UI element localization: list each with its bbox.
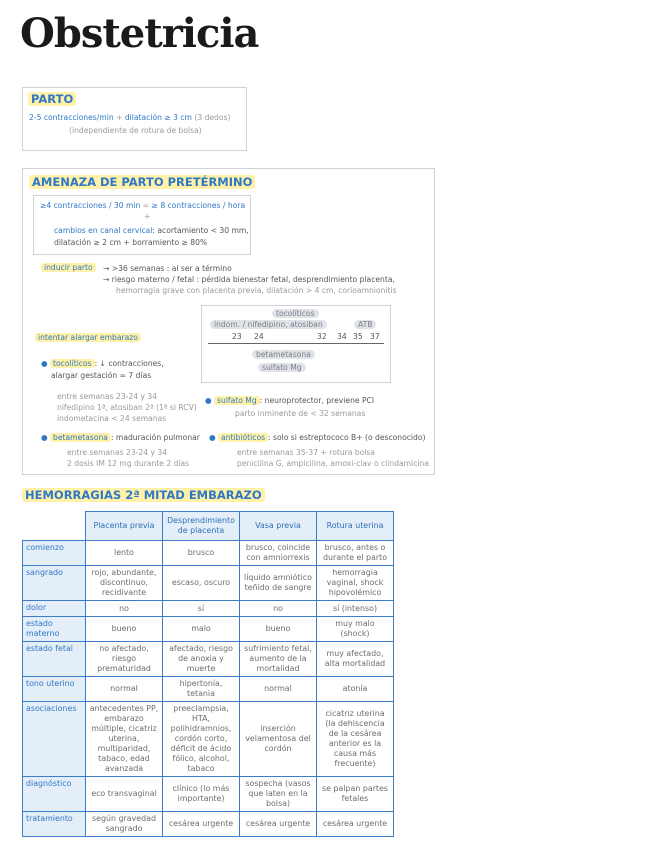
tl-axis — [208, 343, 384, 344]
table-row — [23, 601, 394, 617]
tl-toco-sub: indom. / nifedipino, atosiban — [210, 320, 327, 329]
row-header: tratamiento — [23, 812, 86, 837]
row-header: dolor — [23, 601, 86, 617]
table-cell: cesárea urgente — [240, 812, 317, 837]
cambios-line: cambios en canal cervical: acortamiento < 30 mm, — [54, 226, 249, 235]
table-cell: hipertonía, tetania — [163, 677, 240, 702]
table-cell: hemorragia vaginal, shock hipovolémico — [317, 566, 394, 601]
beta-sub-2: 2 dosis IM 12 mg durante 2 días — [67, 459, 190, 468]
row-header: comienzo — [23, 541, 86, 566]
table-cell: clínico (lo más importante) — [163, 777, 240, 812]
table-cell: no — [240, 601, 317, 617]
tl-betametasona: betametasona — [252, 350, 315, 359]
induccion-label: inducir parto — [41, 263, 96, 272]
table-cell: cicatriz uterina (la dehiscencia de la cesárea anterior es la causa más frecuente) — [317, 702, 394, 777]
table-cell: malo — [163, 617, 240, 642]
table-row — [23, 677, 394, 702]
criteria-box — [33, 195, 251, 255]
table-cell: atonía — [317, 677, 394, 702]
induccion-2: → riesgo materno / fetal : pérdida bienestar fetal, desprendimiento placenta, — [103, 275, 395, 284]
table-cell: según gravedad sangrado — [86, 812, 163, 837]
row-header: estado materno — [23, 617, 86, 642]
table-cell: bueno — [86, 617, 163, 642]
table-cell: bueno — [240, 617, 317, 642]
beta-sub-1: entre semanas 23-24 y 34 — [67, 448, 168, 457]
amenaza-box — [22, 168, 435, 475]
hemorragias-table — [22, 511, 394, 837]
parto-box — [22, 87, 247, 151]
table-cell: sufrimiento fetal, aumento de la mortalidad — [240, 642, 317, 677]
induccion-3: hemorragia grave con placenta previa, dilatación > 4 cm, corioamnionitis — [116, 286, 397, 295]
table-cell: normal — [86, 677, 163, 702]
table-cell: se palpan partes fetales — [317, 777, 394, 812]
table-cell: cesárea urgente — [163, 812, 240, 837]
table-cell: brusco — [163, 541, 240, 566]
table-cell: sí (intenso) — [317, 601, 394, 617]
table-cell: antecedentes PP, embarazo múltiple, cicatriz uterina, multiparidad, tabaco, edad avanzada — [86, 702, 163, 777]
table-row — [23, 566, 394, 601]
table-cell: afectado, riesgo de anoxia y muerte — [163, 642, 240, 677]
page-title: Obstetricia — [20, 10, 259, 57]
table-cell: escaso, oscuro — [163, 566, 240, 601]
tl-tick: 23 — [232, 332, 242, 341]
table-row — [23, 541, 394, 566]
table-cell: preeclampsia, HTA, polihidramnios, cordón corto, déficit de ácido fólico, alcohol, tabaco — [163, 702, 240, 777]
induccion-1: → >36 semanas : al ser a término — [103, 264, 232, 273]
column-header: Placenta previa — [86, 512, 163, 541]
intentar-label: intentar alargar embarazo — [35, 333, 141, 342]
table-cell: cesárea urgente — [317, 812, 394, 837]
tl-tick: 24 — [254, 332, 264, 341]
row-header: asociaciones — [23, 702, 86, 777]
beta-detail: ● betametasona : maduración pulmonar — [41, 433, 200, 442]
table-cell: sí — [163, 601, 240, 617]
table-cell: rojo, abundante, discontinuo, recidivante — [86, 566, 163, 601]
toco-detail-2: alargar gestación ≈ 7 días — [51, 371, 152, 380]
table-cell: lento — [86, 541, 163, 566]
toco-sub-3: indometacina < 24 semanas — [57, 414, 167, 423]
toco-sub-1: entre semanas 23-24 y 34 — [57, 392, 158, 401]
table-row — [23, 702, 394, 777]
cambios-line2: dilatación ≥ 2 cm + borramiento ≥ 80% — [54, 238, 208, 247]
table-cell: muy malo (shock) — [317, 617, 394, 642]
table-cell: muy afectado, alta mortalidad — [317, 642, 394, 677]
sulfato-sub: parto inminente de < 32 semanas — [235, 409, 366, 418]
tl-sulfato: sulfato Mg — [258, 363, 306, 372]
criteria-plus: + — [144, 212, 151, 221]
table-cell: inserción velamentosa del cordón — [240, 702, 317, 777]
atb-sub-1: entre semanas 35-37 + rotura bolsa — [237, 448, 376, 457]
parto-heading: PARTO — [28, 92, 76, 106]
table-cell: brusco, antes o durante el parto — [317, 541, 394, 566]
parto-criteria: 2-5 contracciones/min + dilatación ≥ 3 cm (3 dedos) — [29, 113, 231, 122]
table-header-row — [23, 512, 394, 541]
table-corner — [23, 512, 86, 541]
amenaza-heading: AMENAZA DE PARTO PRETÉRMINO — [29, 175, 255, 189]
table-cell: brusco, coincide con amniorrexis — [240, 541, 317, 566]
table-cell: no — [86, 601, 163, 617]
toco-detail: ● tocolíticos : ↓ contracciones, — [41, 359, 164, 368]
timeline-box — [201, 305, 391, 383]
parto-note: (independiente de rotura de bolsa) — [69, 126, 202, 135]
toco-sub-2: nifedipino 1ª, atosiban 2ª (1ª si RCV) — [57, 403, 197, 412]
row-header: diagnóstico — [23, 777, 86, 812]
table-cell: líquido amniótico teñido de sangre — [240, 566, 317, 601]
atb-sub-2: penicilina G, ampicilina, amoxi-clav o clindamicina — [237, 459, 429, 468]
hemorragias-heading: HEMORRAGIAS 2ª MITAD EMBARAZO — [22, 488, 265, 502]
tl-tick: 37 — [370, 332, 380, 341]
column-header: Vasa previa — [240, 512, 317, 541]
sulfato-detail: ● sulfato Mg : neuroprotector, previene PCI — [205, 396, 375, 405]
tl-tick: 35 — [353, 332, 363, 341]
table-row — [23, 617, 394, 642]
table-cell: normal — [240, 677, 317, 702]
tl-tocoliticos: tocolíticos — [272, 309, 319, 318]
table-cell: no afectado, riesgo prematuridad — [86, 642, 163, 677]
column-header: Desprendimiento de placenta — [163, 512, 240, 541]
column-header: Rotura uterina — [317, 512, 394, 541]
atb-detail: ● antibióticos : solo si estreptococo B+ (o desconocido) — [209, 433, 426, 442]
tl-tick: 34 — [337, 332, 347, 341]
table-cell: sospecha (vasos que laten en la bolsa) — [240, 777, 317, 812]
table-row — [23, 777, 394, 812]
criteria-line: ≥4 contracciones / 30 min ≈ ≥ 8 contracciones / hora — [40, 201, 246, 210]
tl-atb: ATB — [354, 320, 376, 329]
row-header: estado fetal — [23, 642, 86, 677]
row-header: sangrado — [23, 566, 86, 601]
tl-tick: 32 — [317, 332, 327, 341]
table-row — [23, 642, 394, 677]
table-cell: eco transvaginal — [86, 777, 163, 812]
row-header: tono uterino — [23, 677, 86, 702]
table-row — [23, 812, 394, 837]
